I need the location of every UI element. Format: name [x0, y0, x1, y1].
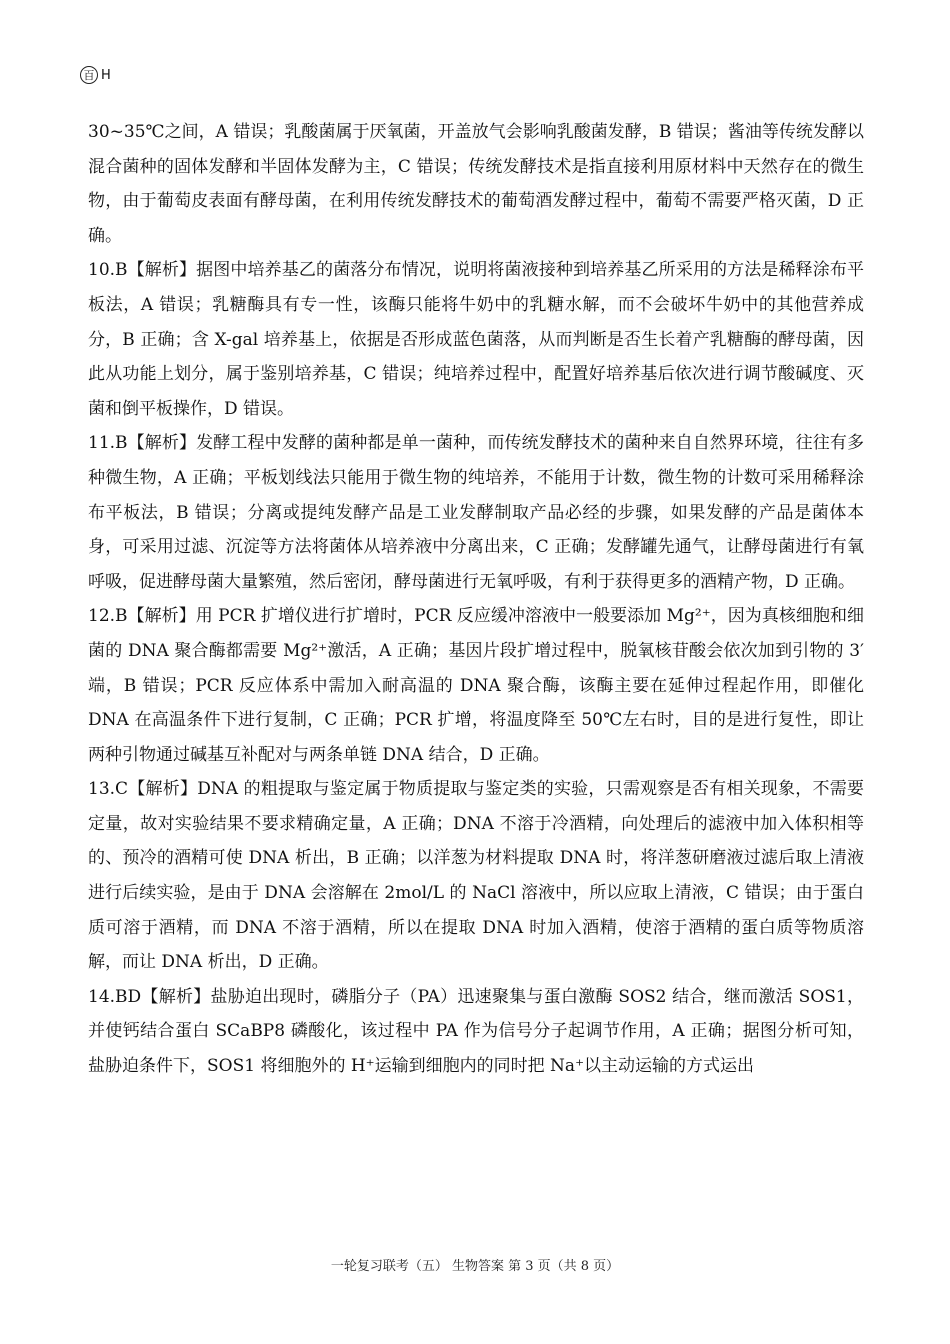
answer-body: [88, 115, 864, 1084]
page-footer: 一轮复习联考（五） 生物答案 第 3 页（共 8 页）: [330, 1259, 620, 1274]
paragraph-answer-11: 11.B【解析】发酵工程中发酵的菌种都是单一菌种，而传统发酵技术的菌种来自自然界环境，往往有多种微生物，A 正确；平板划线法只能用于微生物的纯培养，不能用于计数，微生物的计数可采用稀释涂布平板法，B 错误；分离或提纯发酵产品是工业发酵制取产品必经的步骤，如果发酵的产品是菌体本身，可采用过滤、沉淀等方法将菌体从培养液中分离出来，C 正确；发酵罐先通气，让酵母菌进行有氧呼吸，促进酵母菌大量繁殖，然后密闭，酵母菌进行无氧呼吸，有利于获得更多的酒精产物，D 正确。: [88, 433, 864, 592]
logo-circle-mark: 百: [80, 66, 98, 84]
paragraph-answer-12: 12.B【解析】用 PCR 扩增仪进行扩增时，PCR 反应缓冲溶液中一般要添加 Mg²⁺，因为真核细胞和细菌的 DNA 聚合酶都需要 Mg²⁺激活，A 正确；基因片段扩增过程中，脱氧核苷酸会依次加到引物的 3′ 端，B 错误；PCR 反应体系中需加入耐高温的 DNA 聚合酶，该酶主要在延伸过程起作用，即催化 DNA 在高温条件下进行复制，C 正确；PCR 扩增，将温度降至 50℃左右时，目的是进行复性，即让两种引物通过碱基互补配对与两条单链 DNA 结合，D 正确。: [88, 606, 864, 765]
paragraph-answer-10: 10.B【解析】据图中培养基乙的菌落分布情况，说明将菌液接种到培养基乙所采用的方法是稀释涂布平板法，A 错误；乳糖酶具有专一性，该酶只能将牛奶中的乳糖水解，而不会破坏牛奶中的其他营养成分，B 正确；含 X-gal 培养基上，依据是否形成蓝色菌落，从而判断是否生长着产乳糖酶的酵母菌，因此从功能上划分，属于鉴别培养基，C 错误；纯培养过程中，配置好培养基后依次进行调节酸碱度、灭菌和倒平板操作，D 错误。: [88, 260, 864, 419]
paragraph-answer-13: 13.C【解析】DNA 的粗提取与鉴定属于物质提取与鉴定类的实验，只需观察是否有相关现象，不需要定量，故对实验结果不要求精确定量，A 正确；DNA 不溶于冷酒精，向处理后的滤液中加入体积相等的、预冷的酒精可使 DNA 析出，B 正确；以洋葱为材料提取 DNA 时，将洋葱研磨液过滤后取上清液进行后续实验，是由于 DNA 会溶解在 2mol/L 的 NaCl 溶液中，所以应取上清液，C 错误；由于蛋白质可溶于酒精，而 DNA 不溶于酒精，所以在提取 DNA 时加入酒精，使溶于酒精的蛋白质等物质溶解，而让 DNA 析出，D 正确。: [88, 779, 864, 973]
logo-text: H: [101, 67, 111, 83]
logo: [80, 66, 111, 84]
paragraph-answer-14: 14.BD【解析】盐胁迫出现时，磷脂分子（PA）迅速聚集与蛋白激酶 SOS2 结合，继而激活 SOS1，并使钙结合蛋白 SCaBP8 磷酸化，该过程中 PA 作为信号分子起调节作用，A 正确；据图分析可知，盐胁迫条件下，SOS1 将细胞外的 H⁺运输到细胞内的同时把 Na⁺以主动运输的方式运出: [88, 986, 864, 1077]
paragraph-continuation-9: 30~35℃之间，A 错误；乳酸菌属于厌氧菌，开盖放气会影响乳酸菌发酵，B 错误；酱油等传统发酵以混合菌种的固体发酵和半固体发酵为主，C 错误；传统发酵技术是指直接利用原材料中天然存在的微生物，由于葡萄皮表面有酵母菌，在利用传统发酵技术的葡萄酒发酵过程中，葡萄不需要严格灭菌，D 正确。: [88, 122, 864, 246]
